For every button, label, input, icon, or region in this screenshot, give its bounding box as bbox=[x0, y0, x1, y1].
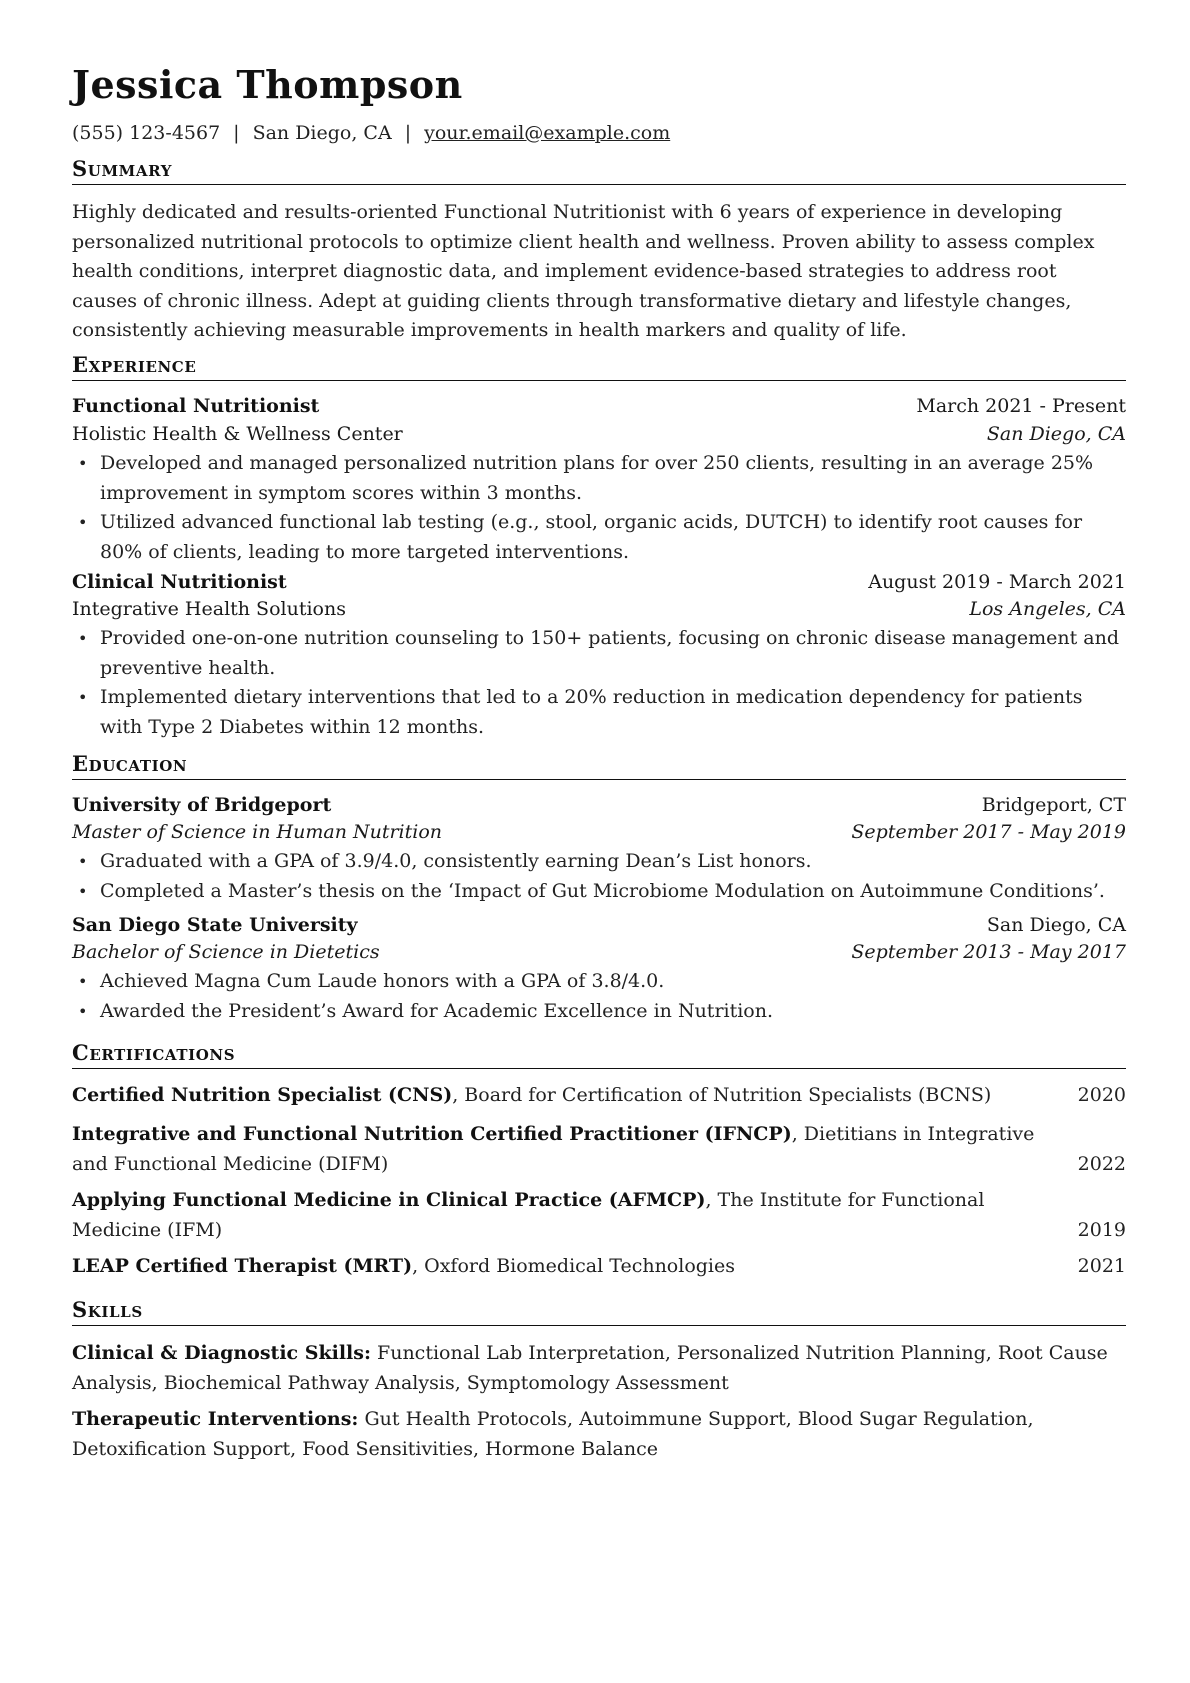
certification-name: Integrative and Functional Nutrition Certified Practitioner (IFNCP) bbox=[72, 1123, 792, 1145]
job-location: Los Angeles, CA bbox=[969, 598, 1126, 620]
contact-line bbox=[72, 122, 670, 144]
job-title: Functional Nutritionist bbox=[72, 395, 320, 417]
degree-dates: September 2013 - May 2017 bbox=[851, 941, 1126, 963]
degree-name: Master of Science in Human Nutrition bbox=[72, 821, 443, 843]
summary-text: Highly dedicated and results-oriented Functional Nutritionist with 6 years of experience in developing personalized nutritional protocols to optimize client health and wellness. Proven ability to assess complex health conditions, interpret diagnostic data, and implement evidence-based strategies to address root causes of chronic illness. Adept at guiding clients through transformative dietary and lifestyle changes, consistently achieving measurable improvements in health markers and quality of life. bbox=[72, 201, 1095, 341]
job-bullets bbox=[72, 624, 1126, 742]
certification-name: Certified Nutrition Specialist (CNS) bbox=[72, 1084, 453, 1106]
job-organization: Integrative Health Solutions bbox=[72, 598, 346, 620]
job-header bbox=[72, 571, 1126, 599]
certification-name: LEAP Certified Therapist (MRT) bbox=[72, 1255, 413, 1277]
school-header bbox=[72, 794, 1126, 822]
certification-item bbox=[72, 1252, 1126, 1282]
section-title-certifications: Certifications bbox=[72, 1040, 1126, 1069]
skill-group-label: Therapeutic Interventions: bbox=[72, 1408, 359, 1430]
contact-separator: | bbox=[233, 122, 240, 144]
degree-row bbox=[72, 941, 1126, 969]
school-name: San Diego State University bbox=[72, 914, 358, 936]
degree-dates: September 2017 - May 2019 bbox=[851, 821, 1126, 843]
certification-issuer: , The Institute for Functional Medicine (IFM) bbox=[72, 1189, 985, 1241]
skill-group-items: Functional Lab Interpretation, Personalized Nutrition Planning, Root Cause Analysis, Biochemical Pathway Analysis, Symptomology Assessment bbox=[72, 1342, 1108, 1394]
job-header bbox=[72, 395, 1126, 423]
school-location: Bridgeport, CT bbox=[981, 794, 1126, 816]
school-location: San Diego, CA bbox=[986, 914, 1126, 936]
list-item: • Achieved Magna Cum Laude honors with a GPA of 3.8/4.0. bbox=[72, 967, 1126, 997]
list-item: • Implemented dietary interventions that led to a 20% reduction in medication dependency for patients with Type 2 Diabetes within 12 months. bbox=[72, 683, 1126, 742]
list-item: • Graduated with a GPA of 3.9/4.0, consistently earning Dean’s List honors. bbox=[72, 847, 1126, 877]
job-org-row bbox=[72, 423, 1126, 451]
candidate-name: Jessica Thompson bbox=[72, 62, 463, 107]
list-item: • Utilized advanced functional lab testing (e.g., stool, organic acids, DUTCH) to identify root causes for 80% of clients, leading to more targeted interventions. bbox=[72, 508, 1126, 567]
section-title-education: Education bbox=[72, 751, 1126, 780]
skill-group-items: Gut Health Protocols, Autoimmune Support, Blood Sugar Regulation, Detoxification Support, Food Sensitivities, Hormone Balance bbox=[72, 1408, 1034, 1460]
skill-group bbox=[72, 1405, 1126, 1464]
certification-year: 2020 bbox=[1077, 1084, 1126, 1106]
certification-year: 2021 bbox=[1077, 1255, 1126, 1277]
education-bullets bbox=[72, 967, 1126, 1026]
job-org-row bbox=[72, 598, 1126, 626]
degree-row bbox=[72, 821, 1126, 849]
contact-separator: | bbox=[404, 122, 412, 144]
certification-issuer: , Board for Certification of Nutrition Specialists (BCNS) bbox=[452, 1084, 992, 1106]
section-title-experience: Experience bbox=[72, 352, 1126, 381]
location: San Diego, CA bbox=[252, 122, 392, 144]
email-link[interactable]: your.email@example.com bbox=[424, 122, 671, 144]
list-item: • Awarded the President’s Award for Academic Excellence in Nutrition. bbox=[72, 997, 1126, 1027]
skill-group bbox=[72, 1339, 1126, 1398]
job-location: San Diego, CA bbox=[986, 423, 1126, 445]
degree-name: Bachelor of Science in Dietetics bbox=[72, 941, 380, 963]
certification-item bbox=[72, 1186, 1126, 1245]
school-header bbox=[72, 914, 1126, 942]
list-item: • Developed and managed personalized nutrition plans for over 250 clients, resulting in an average 25% improvement in symptom scores within 3 months. bbox=[72, 449, 1126, 508]
job-organization: Holistic Health & Wellness Center bbox=[72, 423, 403, 445]
phone-number: (555) 123-4567 bbox=[72, 122, 221, 144]
job-dates: August 2019 - March 2021 bbox=[868, 571, 1126, 593]
section-title-skills: Skills bbox=[72, 1297, 1126, 1326]
skill-group-label: Clinical & Diagnostic Skills: bbox=[72, 1342, 371, 1364]
job-dates: March 2021 - Present bbox=[916, 395, 1126, 417]
list-item: • Provided one-on-one nutrition counseling to 150+ patients, focusing on chronic disease management and preventive health. bbox=[72, 624, 1126, 683]
certification-issuer: , Dietitians in Integrative and Functional Medicine (DIFM) bbox=[72, 1123, 1035, 1175]
certification-name: Applying Functional Medicine in Clinical Practice (AFMCP) bbox=[72, 1189, 706, 1211]
certification-item bbox=[72, 1081, 1126, 1111]
section-title-summary: Summary bbox=[72, 156, 1126, 185]
certification-issuer: , Oxford Biomedical Technologies bbox=[412, 1255, 735, 1277]
certification-year: 2019 bbox=[1077, 1218, 1126, 1241]
certification-year: 2022 bbox=[1077, 1152, 1126, 1175]
job-bullets bbox=[72, 449, 1126, 567]
list-item: • Completed a Master’s thesis on the ‘Impact of Gut Microbiome Modulation on Autoimmune Conditions’. bbox=[72, 877, 1126, 907]
job-title: Clinical Nutritionist bbox=[72, 571, 287, 593]
school-name: University of Bridgeport bbox=[72, 794, 332, 816]
certification-item bbox=[72, 1120, 1126, 1179]
education-bullets bbox=[72, 847, 1126, 906]
